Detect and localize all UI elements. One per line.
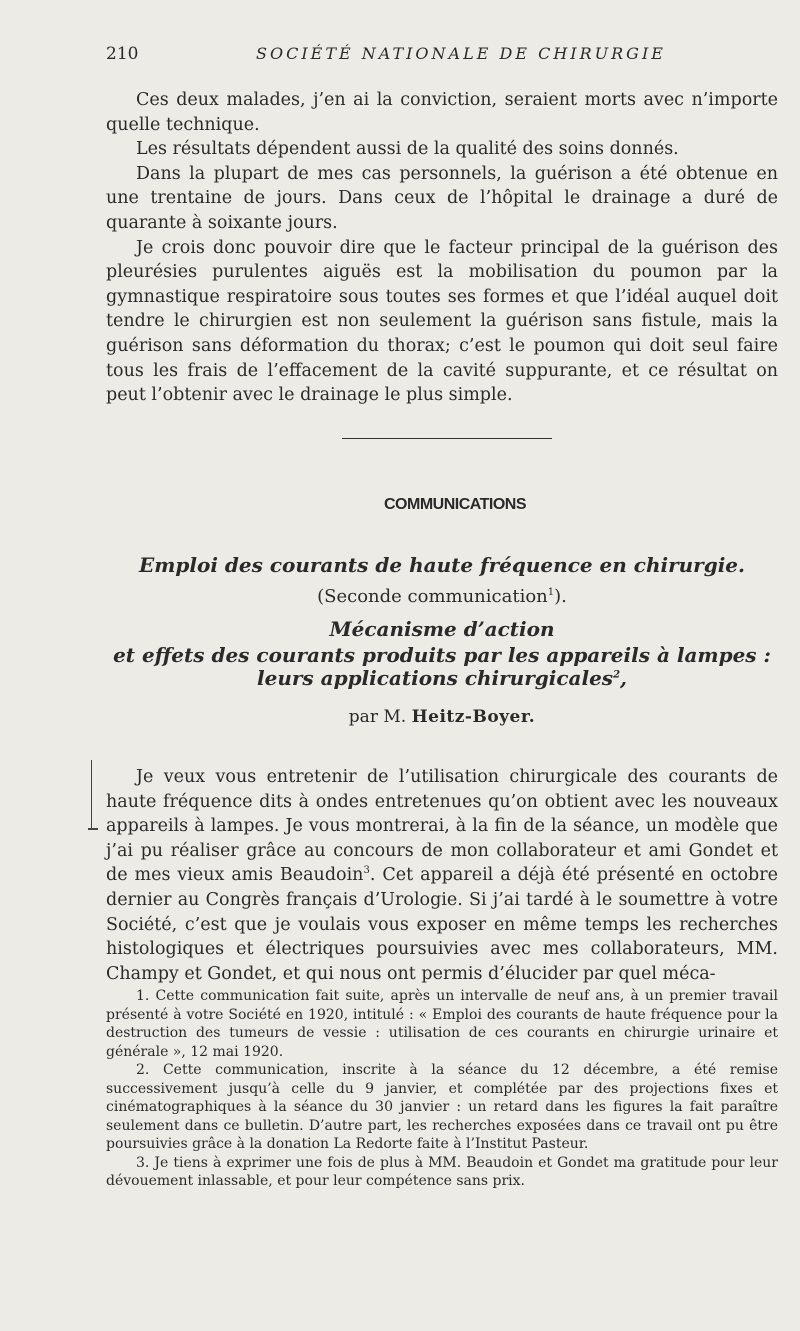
footnote: 3. Je tiens à exprimer une fois de plus à MM. Beaudoin et Gondet ma gratitude pour leur dévouement inlassable, et pour leur compétence sans prix.: [106, 1154, 778, 1189]
main-text: [106, 765, 778, 986]
article-mechanism: Mécanisme d’action: [329, 617, 555, 641]
footnote-ref: 1: [547, 587, 555, 598]
margin-mark: [88, 828, 98, 830]
footnote: 2. Cette communication, inscrite à la séance du 12 décembre, a été remise successivement jusqu’à celle du 9 janvier, et complétée par des projections fixes et cinématographiques à la séance du 30 janvier : un retard dans les figures la fait paraître seulement dans ce bulletin. D’autre part, les recherches exposées dans ce travail ont pu être poursuivies grâce à la donation La Redorte faite à l’Institut Pasteur.: [106, 1062, 778, 1152]
byline: [106, 707, 778, 727]
paragraph: Les résultats dépendent aussi de la qualité des soins donnés.: [136, 139, 679, 160]
footnote-ref: 2: [613, 669, 621, 681]
subtitle-text: (Seconde communication: [317, 586, 548, 607]
intro-text: [106, 88, 778, 408]
section-title: COMMUNICATIONS: [383, 496, 527, 513]
margin-mark: [91, 760, 92, 830]
article-applications: [106, 666, 778, 690]
paragraph: Dans la plupart de mes cas personnels, la guérison a été obtenue en une trentaine de jours. Dans ceux de l’hôpital le drainage a duré de quarante à soixante jours.: [106, 163, 778, 233]
paragraph: [106, 765, 778, 986]
applications-end: ,: [620, 666, 627, 690]
subtitle-end: ).: [554, 586, 567, 607]
section-divider: [342, 438, 552, 439]
article-title: Emploi des courants de haute fréquence en chirurgie.: [139, 553, 745, 577]
applications-text: leurs applications chirurgicales: [257, 666, 614, 690]
footnote-ref: 3: [363, 865, 370, 877]
main-text-part2: . Cet appareil a déjà été présenté en octobre dernier au Congrès français d’Urologie. Si j’ai tardé à le soumettre à votre Société, c’est que je voulais vous exposer en même temps les recherches histologiques et électriques poursuivies avec mes collaborateurs, MM. Champy et Gondet, et qui nous ont permis d’élucider par quel méca-: [106, 865, 778, 984]
byline-prefix: par M.: [348, 707, 407, 727]
article-effects: et effets des courants produits par les appareils à lampes :: [113, 643, 771, 667]
footnotes: [106, 987, 778, 1191]
footnote: 1. Cette communication fait suite, après un intervalle de neuf ans, à un premier travail présenté à votre Société en 1920, intitulé : « Emploi des courants de haute fréquence pour la destruction des tumeurs de vessie : utilisation de ces courants en chirurgie urinaire et générale », 12 mai 1920.: [106, 988, 778, 1060]
paragraph: Je crois donc pouvoir dire que le facteur principal de la guérison des pleurésies purulentes aiguës est la mobilisation du poumon par la gymnastique respiratoire sous toutes ses formes et que l’idéal auquel doit tendre le chirurgien est non seulement la guérison sans fistule, mais la guérison sans déformation du thorax; c’est le poumon qui doit seul faire tous les frais de l’effacement de la cavité suppurante, et ce résultat on peut l’obtenir avec le drainage le plus simple.: [106, 237, 778, 406]
page-number: 210: [106, 44, 139, 64]
paragraph: Ces deux malades, j’en ai la conviction, seraient morts avec n’importe quelle technique.: [106, 90, 778, 135]
article-subtitle: [106, 586, 778, 607]
author-name: Heitz-Boyer.: [411, 707, 536, 727]
running-head: SOCIÉTÉ NATIONALE DE CHIRURGIE: [256, 44, 666, 63]
page-header: [106, 44, 778, 68]
main-text-part1: Je veux vous entretenir de l’utilisation chirurgicale des courants de haute fréquence dits à ondes entretenues qu’on obtient avec les nouveaux appareils à lampes. Je vous montrerai, à la fin de la séance, un modèle que j’ai pu réaliser grâce au concours de mon collaborateur et ami Gondet et de mes vieux amis Beaudoin: [106, 767, 778, 886]
